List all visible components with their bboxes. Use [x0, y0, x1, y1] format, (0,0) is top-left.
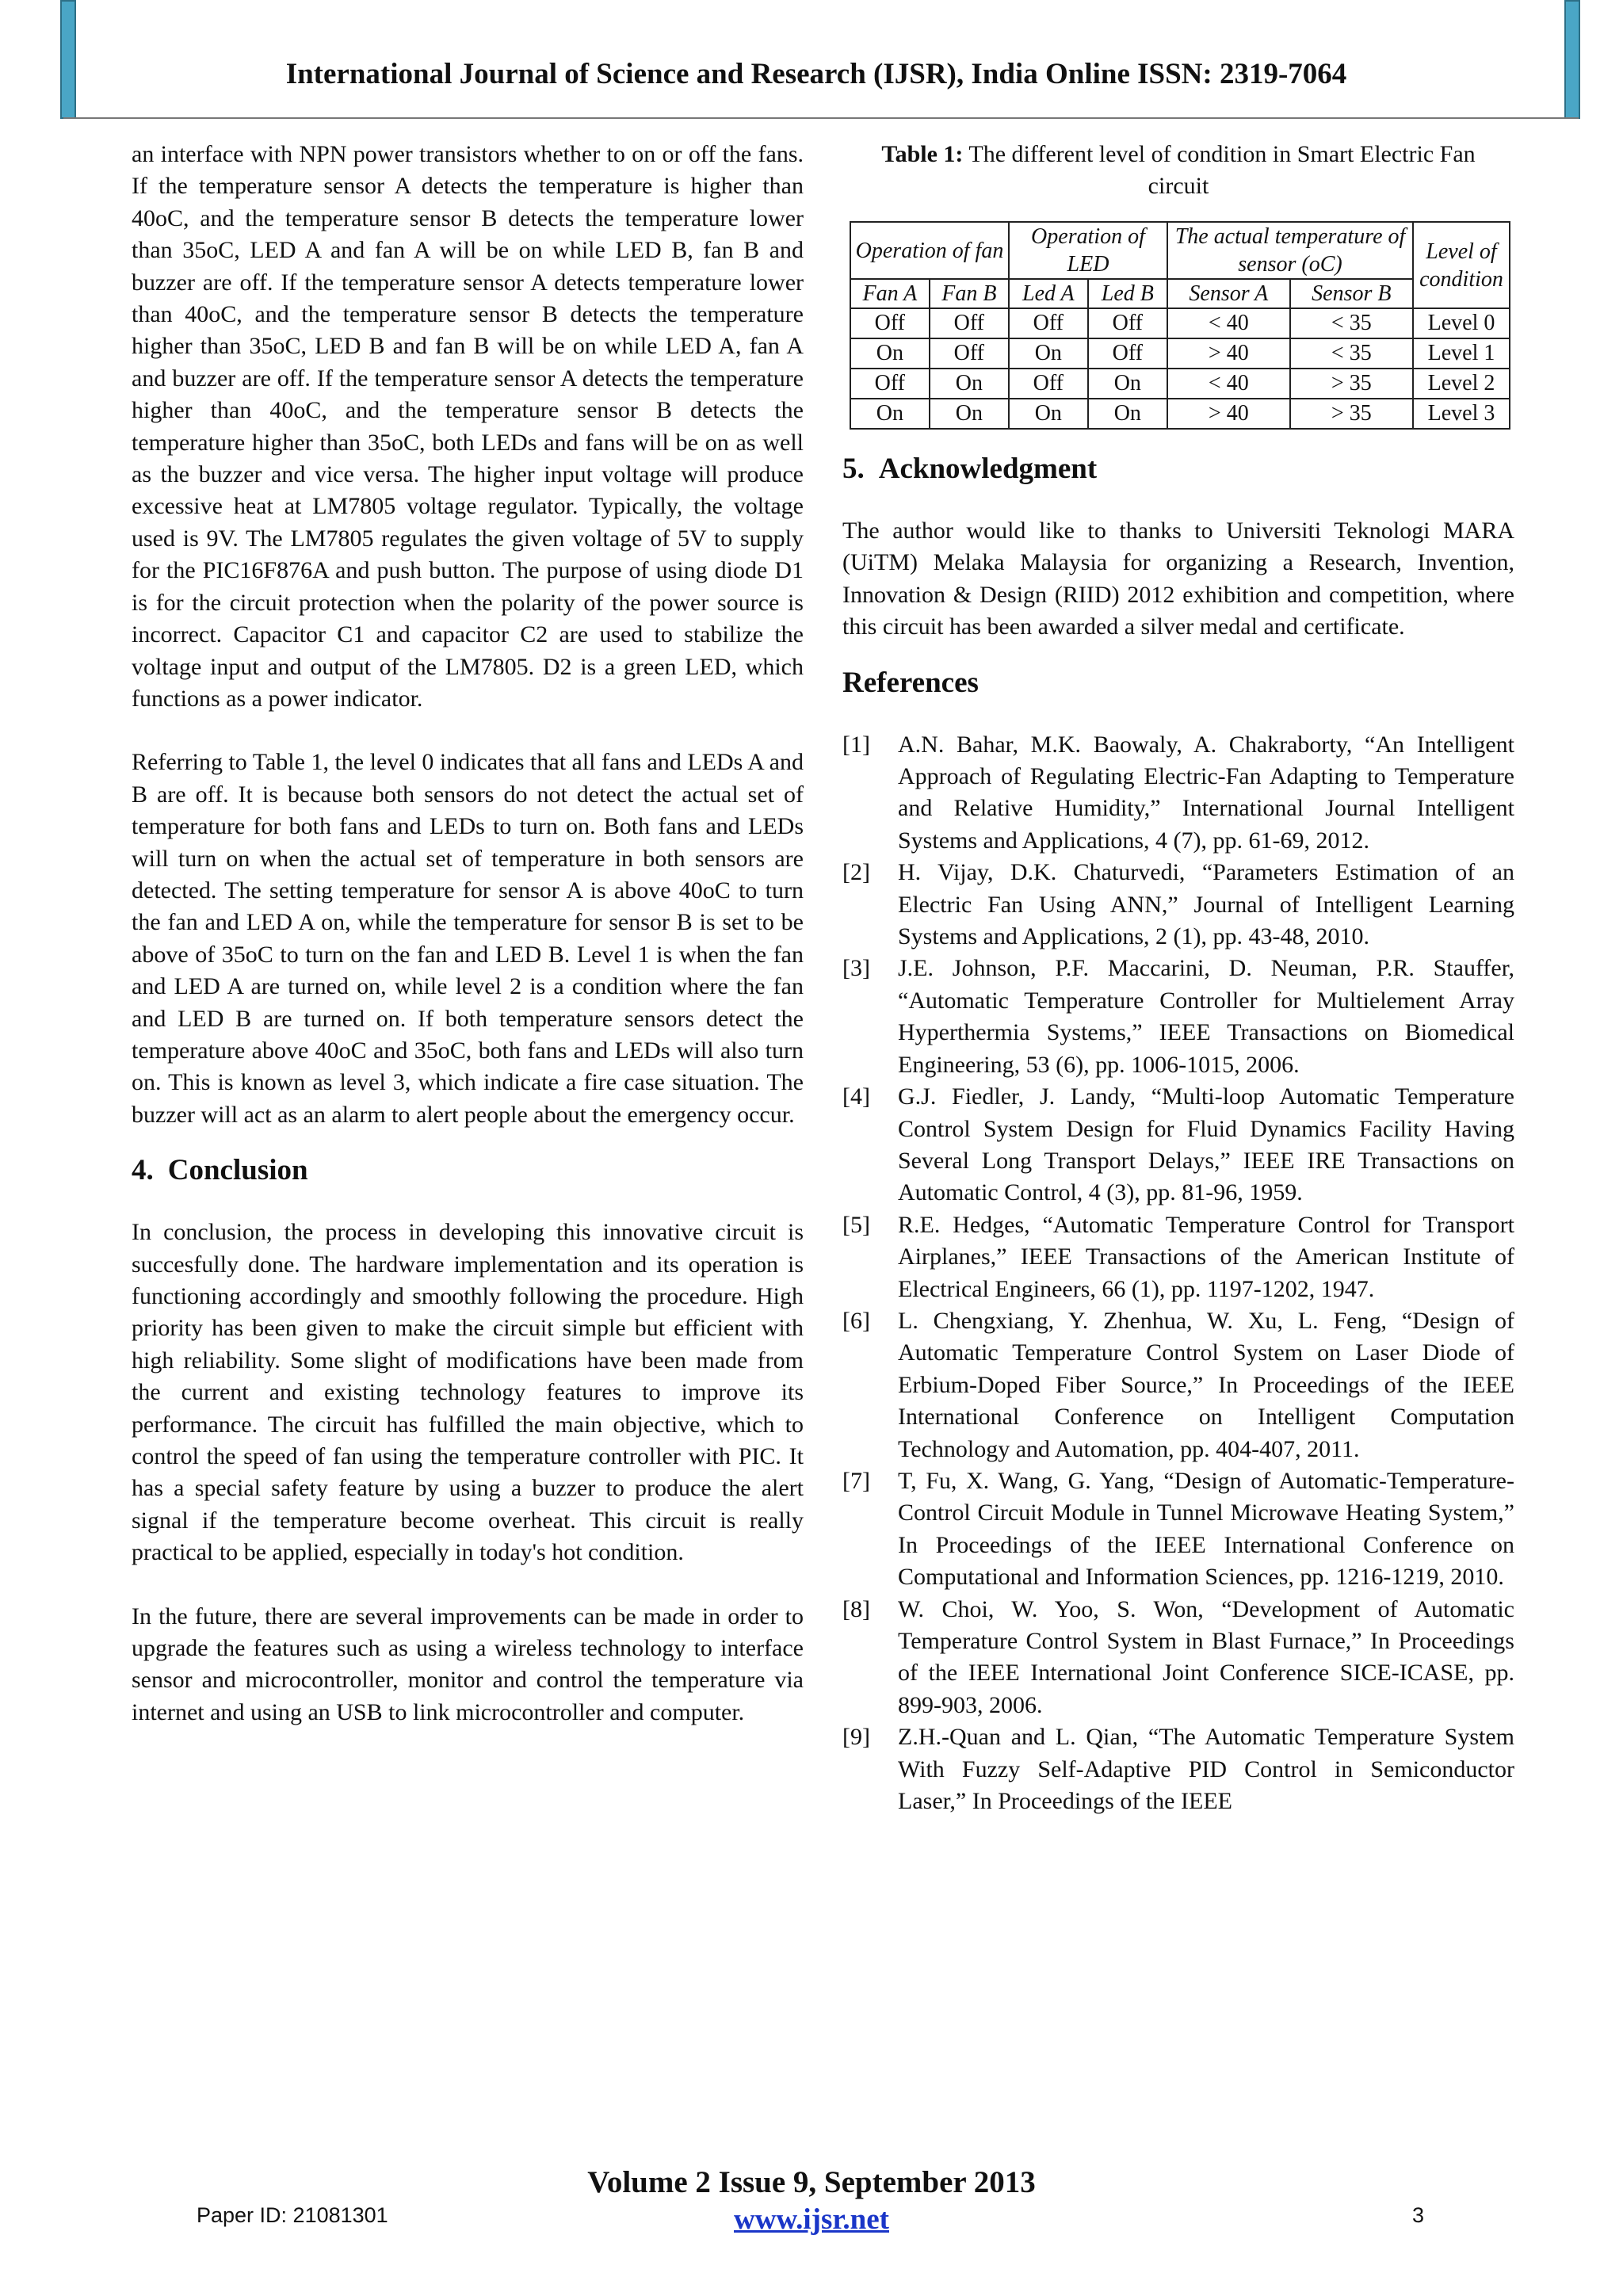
table-cell: On — [1088, 399, 1167, 429]
reference-item — [842, 1594, 1514, 1722]
reference-number: [6] — [842, 1307, 870, 1334]
table-sub-header: Sensor A — [1167, 279, 1290, 308]
table-cell: Off — [1009, 369, 1088, 399]
table-cell: On — [850, 399, 930, 429]
table-cell: < 40 — [1167, 369, 1290, 399]
header-right-accent-bar — [1564, 0, 1580, 119]
footer-url-link[interactable]: www.ijsr.net — [734, 2203, 889, 2236]
reference-number: [3] — [842, 955, 870, 982]
reference-number: [9] — [842, 1724, 870, 1751]
reference-number: [8] — [842, 1595, 870, 1622]
table-cell: On — [930, 399, 1009, 429]
table-cell: < 40 — [1167, 308, 1290, 338]
reference-text: L. Chengxiang, Y. Zhenhua, W. Xu, L. Feng, “Design of Automatic Temperature Control System on Laser Diode of Erbium-Doped Fiber Source,” In Proceedings of the IEEE International Conference on Intelligent Computation Technology and Automation, pp. 404-407, 2011. — [898, 1307, 1514, 1462]
reference-text: T, Fu, X. Wang, G. Yang, “Design of Automatic-Temperature-Control Circuit Module in Tunnel Microwave Heating System,” In Proceedings of the IEEE International Conference on Computational and Information Sciences, pp. 1216-1219, 2010. — [898, 1467, 1514, 1591]
reference-text: G.J. Fiedler, J. Landy, “Multi-loop Automatic Temperature Control System Design for Fluid Dynamics Facility Having Several Long Transport Delays,” IEEE IRE Transactions on Automatic Control, 4 (3), pp. 81-96, 1959. — [898, 1083, 1514, 1206]
table-sub-header: Led A — [1009, 279, 1088, 308]
table-sub-header: Led B — [1088, 279, 1167, 308]
reference-number: [4] — [842, 1083, 870, 1110]
section-title: Conclusion — [167, 1154, 308, 1187]
table-cell: Off — [930, 338, 1009, 369]
body-paragraph: In the future, there are several improvements can be made in order to upgrade the features such as using a wireless technology to interface sensor and microcontroller, monitor and control the temperature via internet and using an USB to link microcontroller and computer. — [132, 1603, 804, 1725]
reference-item — [842, 1465, 1514, 1594]
section-number: 4. — [132, 1154, 154, 1187]
table-cell: Level 3 — [1413, 399, 1510, 429]
table-cell: On — [850, 338, 930, 369]
table-row — [850, 369, 1510, 399]
references-heading: References — [842, 666, 979, 699]
journal-header: International Journal of Science and Research (IJSR), India Online ISSN: 2319-7064 — [285, 58, 1347, 90]
reference-item — [842, 729, 1514, 858]
table-cell: Off — [1088, 308, 1167, 338]
reference-text: Z.H.-Quan and L. Qian, “The Automatic Temperature System With Fuzzy Self-Adaptive PID Control in Semiconductor Laser,” In Proceedings of the IEEE — [898, 1724, 1514, 1815]
footer-paper-id: Paper ID: 21081301 — [197, 2203, 388, 2227]
reference-text: J.E. Johnson, P.F. Maccarini, D. Neuman, P.R. Stauffer, “Automatic Temperature Controller for Multielement Array Hyperthermia Systems,” IEEE Transactions on Biomedical Engineering, 53 (6), pp. 1006-1015, 2006. — [898, 955, 1514, 1078]
table-group-header: The actual temperature of sensor (oC) — [1167, 222, 1413, 279]
table-cell: > 35 — [1290, 399, 1413, 429]
table-cell: Off — [930, 308, 1009, 338]
body-paragraph: Referring to Table 1, the level 0 indicates that all fans and LEDs A and B are off. It is because both sensors do not detect the actual set of temperature for both fans and LEDs to turn on. Both fans and LEDs will turn on when the actual set of temperature in both sensors are detected. The setting temperature for sensor A is above 40oC to turn the fan and LED A on, while the temperature for sensor B is set to be above of 35oC to turn on the fan and LED B. Level 1 is when the fan and LED A are turned on, while level 2 is a condition where the fan and LED B are turned on. If both temperature sensors detect the temperature above 40oC and 35oC, both fans and LEDs will also turn on. This is known as level 3, which indicate a fire case situation. The buzzer will act as an alarm to alert people about the emergency occur. — [132, 749, 804, 1128]
reference-number: [2] — [842, 859, 870, 886]
reference-item — [842, 857, 1514, 953]
table-cell: < 35 — [1290, 308, 1413, 338]
footer-page-number: 3 — [1412, 2203, 1425, 2227]
table-sub-header: Fan A — [850, 279, 930, 308]
table-cell: > 40 — [1167, 399, 1290, 429]
table-cell: < 35 — [1290, 338, 1413, 369]
reference-text: H. Vijay, D.K. Chaturvedi, “Parameters Estimation of an Electric Fan Using ANN,” Journal of Intelligent Learning Systems and Applications, 2 (1), pp. 43-48, 2010. — [898, 859, 1514, 950]
reference-number: [1] — [842, 731, 870, 758]
section-heading-acknowledgment — [842, 452, 1514, 487]
header-left-accent-bar — [60, 0, 76, 119]
table-cell: Off — [1088, 338, 1167, 369]
table-row — [850, 308, 1510, 338]
table-cell: On — [930, 369, 1009, 399]
table-sub-header: Fan B — [930, 279, 1009, 308]
table-row — [850, 338, 1510, 369]
table-caption — [858, 139, 1499, 202]
footer-volume: Volume 2 Issue 9, September 2013 — [587, 2165, 1036, 2199]
table-row — [850, 399, 1510, 429]
table-group-header: Operation of fan — [850, 222, 1009, 279]
reference-item — [842, 1305, 1514, 1465]
table-caption-text: The different level of condition in Smart Electric Fan circuit — [968, 141, 1476, 199]
body-paragraph: an interface with NPN power transistors whether to on or off the fans. If the temperature sensor A detects the temperature is higher than 40oC, and the temperature sensor B detects the temperature lower than 35oC, LED A and fan A will be on while LED B, fan B and buzzer are off. If the temperature sensor A detects temperature lower than 40oC, and the temperature sensor B detects the temperature higher than 35oC, LED B and fan B will be on while LED A, fan A and buzzer are off. If the temperature sensor A detects the temperature higher than 40oC, and the temperature sensor B detects the temperature higher than 35oC, both LEDs and fans will be on as well as the buzzer and vice versa. The higher input voltage will produce excessive heat at LM7805 voltage regulator. Typically, the voltage used is 9V. The LM7805 regulates the given voltage of 5V to supply for the PIC16F876A and push button. The purpose of using diode D1 is for the circuit protection when the polarity of the power source is incorrect. Capacitor C1 and capacitor C2 are used to stabilize the voltage input and output of the LM7805. D2 is a green LED, which functions as a power indicator. — [132, 141, 804, 712]
section-number: 5. — [842, 453, 865, 485]
section-heading-conclusion — [132, 1153, 804, 1188]
table-cell: Off — [850, 308, 930, 338]
reference-text: A.N. Bahar, M.K. Baowaly, A. Chakraborty, “An Intelligent Approach of Regulating Electric-Fan Adapting to Temperature and Relative Humidity,” International Journal Intelligent Systems and Applications, 4 (7), pp. 61-69, 2012. — [898, 731, 1514, 854]
reference-item — [842, 953, 1514, 1081]
left-column — [132, 139, 804, 1729]
table-cell: Level 2 — [1413, 369, 1510, 399]
table-cell: Level 1 — [1413, 338, 1510, 369]
reference-number: [7] — [842, 1467, 870, 1494]
table-caption-label: Table 1: — [881, 141, 964, 167]
reference-item — [842, 1081, 1514, 1209]
table-cell: Off — [1009, 308, 1088, 338]
table-group-header: Operation of LED — [1009, 222, 1167, 279]
reference-item — [842, 1209, 1514, 1305]
table-cell: On — [1009, 399, 1088, 429]
table-group-header: Level of condition — [1413, 222, 1510, 308]
header-divider — [63, 117, 1579, 119]
reference-text: W. Choi, W. Yoo, S. Won, “Development of Automatic Temperature Control System in Blast Furnace,” In Proceedings of the IEEE International Joint Conference SICE-ICASE, pp. 899-903, 2006. — [898, 1595, 1514, 1718]
reference-item — [842, 1721, 1514, 1817]
table-cell: Off — [850, 369, 930, 399]
body-paragraph: In conclusion, the process in developing this innovative circuit is succesfully done. The hardware implementation and its operation is functioning accordingly and smoothly following the procedure. High priority has been given to make the circuit simple but efficient with high reliability. Some slight of modifications have been made from the current and existing technology features to improve its performance. The circuit has fulfilled the main objective, which to control the speed of fan using the temperature controller with PIC. It has a special safety feature by using a buzzer to produce the alert signal if the temperature become overheat. This circuit is really practical to be applied, especially in today's hot condition. — [132, 1219, 804, 1566]
reference-text: R.E. Hedges, “Automatic Temperature Control for Transport Airplanes,” IEEE Transactions of the American Institute of Electrical Engineers, 66 (1), pp. 1197-1202, 1947. — [898, 1211, 1514, 1302]
table-cell: On — [1088, 369, 1167, 399]
reference-number: [5] — [842, 1211, 870, 1238]
table-cell: Level 0 — [1413, 308, 1510, 338]
table-cell: > 35 — [1290, 369, 1413, 399]
right-column — [842, 139, 1514, 1817]
acknowledgment-text: The author would like to thanks to Universiti Teknologi MARA (UiTM) Melaka Malaysia for organizing a Research, Invention, Innovation & Design (RIID) 2012 exhibition and competition, where this circuit has been awarded a silver medal and certificate. — [842, 518, 1514, 640]
section-title: Acknowledgment — [878, 453, 1098, 485]
table-cell: On — [1009, 338, 1088, 369]
condition-table — [850, 221, 1510, 430]
table-cell: > 40 — [1167, 338, 1290, 369]
table-sub-header: Sensor B — [1290, 279, 1413, 308]
